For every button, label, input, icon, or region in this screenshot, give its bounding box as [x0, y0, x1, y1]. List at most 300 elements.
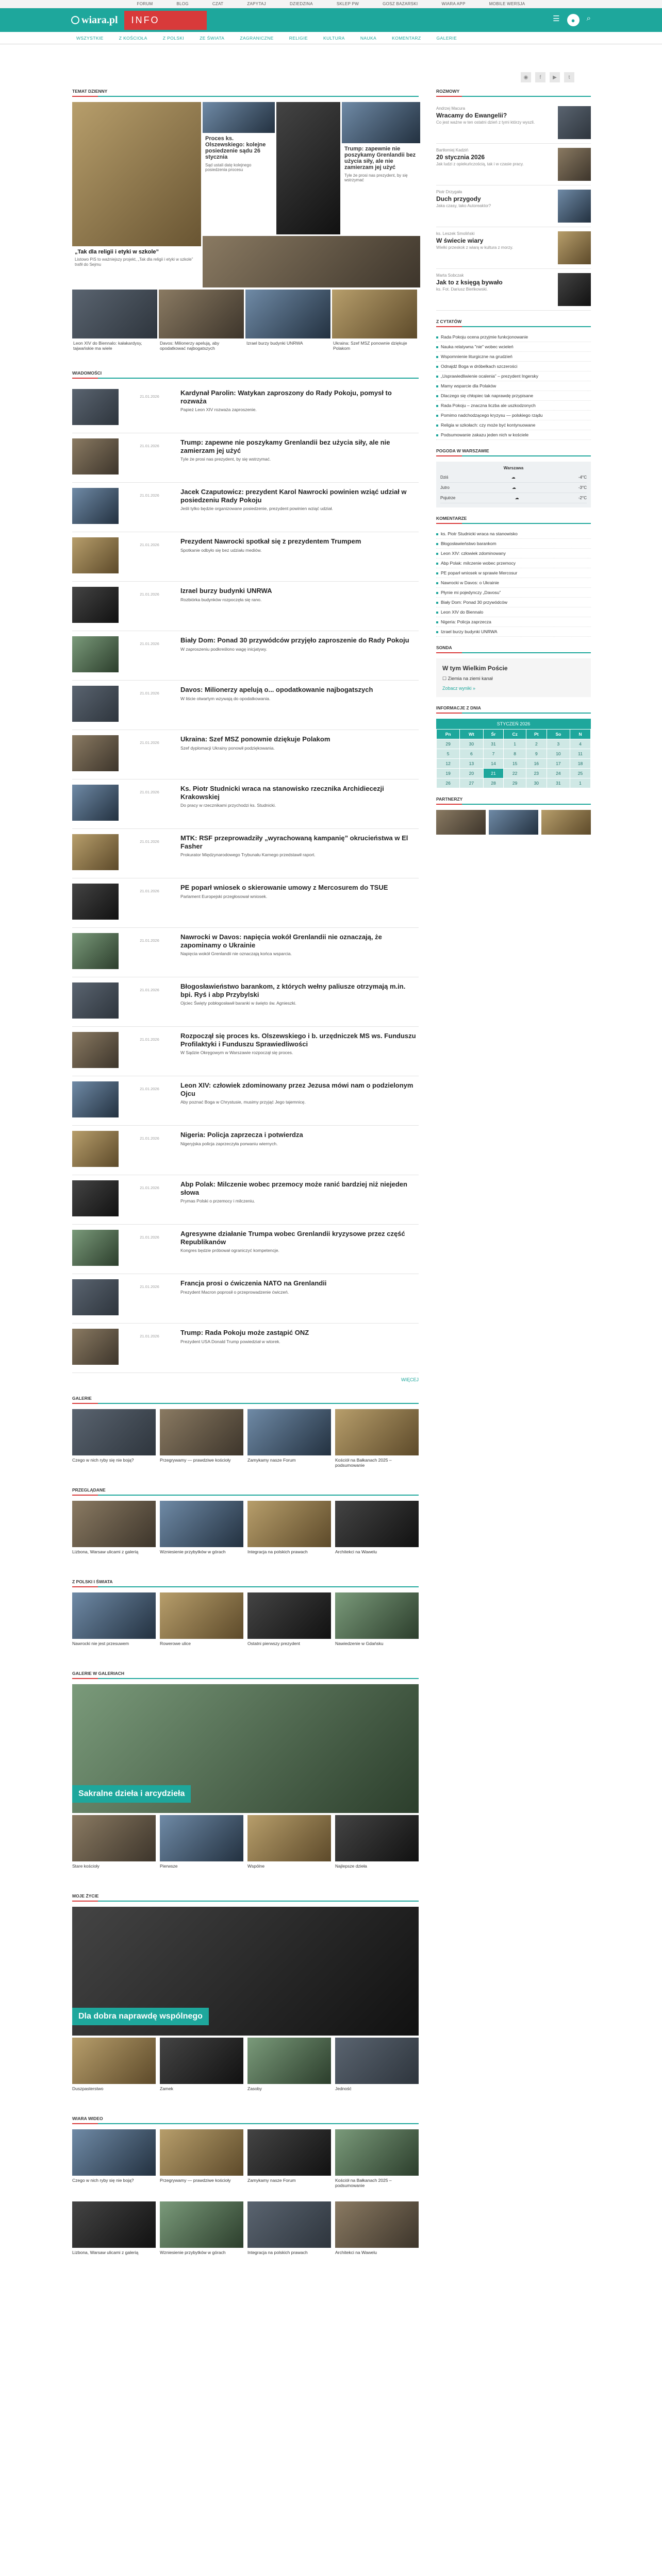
news-date: 21.01.2026 — [140, 493, 159, 498]
comment-item[interactable]: Biały Dom: Ponad 30 przywódców — [436, 598, 591, 607]
gallery-header: PRZEGLĄDANE — [72, 1487, 419, 1496]
comment-item[interactable]: ks. Piotr Studnicki wraca na stanowisko — [436, 529, 591, 539]
news-body — [180, 1329, 309, 1367]
news-body — [180, 1131, 303, 1170]
card[interactable] — [247, 2201, 331, 2270]
card-image — [160, 2129, 243, 2176]
interview-title[interactable]: Duch przygody — [436, 195, 481, 202]
news-text: Nigeryjska policja zaprzeczyła porwaniu wiernych. — [180, 1141, 278, 1146]
featured-small[interactable] — [332, 290, 417, 361]
interview-title[interactable]: W świecie wiary — [436, 237, 484, 244]
news-meta — [124, 686, 175, 724]
comment-item[interactable]: Błogosławieństwo barankom — [436, 539, 591, 549]
calendar-day[interactable]: 2 — [526, 739, 547, 749]
comment-item[interactable]: Leon XIV do Biennalo — [436, 607, 591, 617]
news-meta — [124, 1131, 175, 1170]
card-image — [335, 1815, 419, 1861]
quote-item[interactable]: „Usprawiedliwienie ocalenia” – prezydent Ingersky — [436, 371, 591, 381]
gallery-caption: Wzniesienie przybytków w górach — [160, 1549, 226, 1554]
featured-mid[interactable] — [203, 102, 275, 234]
banner1-title: Sakralne dzieła i arcydzieła — [72, 1785, 191, 1803]
calendar-day[interactable]: 20 — [460, 769, 483, 778]
calendar — [436, 729, 591, 788]
gallery-caption: Integracja na polskich prawach — [247, 1549, 308, 1554]
gallery-card[interactable] — [247, 1409, 331, 1478]
calendar-day[interactable]: 4 — [570, 739, 591, 749]
poll-option[interactable]: ☐ Ziemia na ziemi kanał — [442, 676, 493, 681]
calendar-day[interactable]: 30 — [526, 778, 547, 788]
card-image — [72, 1815, 156, 1861]
card[interactable] — [247, 2038, 331, 2107]
nav-item[interactable]: ZAGRANICZNE — [240, 35, 274, 41]
nav-item[interactable]: ZE ŚWIATA — [200, 35, 225, 41]
gallery-caption: Lizbona, Warsaw ulicami z galerią — [72, 1549, 139, 1554]
news-date: 21.01.2026 — [140, 740, 159, 745]
calendar-day[interactable]: 27 — [460, 778, 483, 788]
news-meta — [124, 488, 175, 527]
news-title[interactable]: Izrael burzy budynki UNRWA — [180, 587, 272, 595]
news-text: Papież Leon XIV rozważa zaproszenie. — [180, 407, 257, 413]
news-meta — [124, 537, 175, 576]
card-caption: Stare kościoły — [72, 1863, 100, 1869]
news-list — [72, 384, 419, 1373]
news-body — [180, 1279, 326, 1318]
card[interactable] — [247, 1815, 331, 1884]
news-date: 21.01.2026 — [140, 938, 159, 943]
calendar-day[interactable]: 3 — [547, 739, 570, 749]
calendar-day[interactable]: 11 — [570, 749, 591, 759]
interview-text — [436, 106, 558, 139]
featured-mid-text: Sąd ustali datę kolejnego posiedzenia procesu — [205, 163, 252, 172]
gallery-image — [247, 1409, 331, 1455]
gallery-card[interactable] — [335, 1409, 419, 1478]
nav-item[interactable]: GALERIE — [436, 35, 457, 41]
news-meta — [124, 785, 175, 823]
news-title[interactable]: Ukraina: Szef MSZ ponownie dziękuje Polakom — [180, 735, 330, 743]
calendar-day[interactable]: 19 — [437, 769, 460, 778]
calendar-day[interactable]: 7 — [483, 749, 504, 759]
interview-author: ks. Leszek Smoliński — [436, 231, 475, 236]
card[interactable] — [160, 1815, 243, 1884]
thumbnail — [245, 290, 330, 338]
card[interactable] — [335, 2038, 419, 2107]
top-link[interactable]: MOBILE WERSJA — [489, 2, 525, 6]
calendar-day[interactable]: 17 — [547, 759, 570, 769]
news-thumbnail — [72, 537, 119, 573]
interview-text — [436, 273, 558, 306]
search-icon[interactable]: ⌕ — [586, 14, 591, 23]
news-date: 21.01.2026 — [140, 1136, 159, 1141]
weather-temp: -3°C — [578, 485, 587, 490]
calendar-day[interactable]: 1 — [504, 739, 526, 749]
card-caption: Wspólne — [247, 1863, 265, 1869]
calendar-day[interactable]: 9 — [526, 749, 547, 759]
nav-item[interactable]: Z KOŚCIOŁA — [119, 35, 147, 41]
card[interactable] — [335, 2129, 419, 2198]
rozmowy-header: ROZMOWY — [436, 89, 591, 97]
gallery-caption: Nawrocki nie jest przesuwem — [72, 1641, 129, 1646]
top-links-bar — [0, 0, 662, 8]
news-item[interactable] — [72, 779, 419, 829]
news-thumbnail — [72, 636, 119, 672]
interview-text — [436, 148, 558, 181]
gallery-card[interactable] — [160, 1409, 243, 1478]
interview-item[interactable] — [436, 144, 591, 185]
quote-item[interactable]: Rada Pokoju ocena przyjmie funkcjonowanie — [436, 332, 591, 342]
featured-small[interactable] — [245, 290, 330, 361]
news-title[interactable]: Francja prosi o ćwiczenia NATO na Grenlandii — [180, 1279, 327, 1287]
news-title[interactable]: Davos: Milionerzy apelują o... opodatkowanie najbogatszych — [180, 686, 373, 693]
quote-item[interactable]: Mamy wsparcie dla Polaków — [436, 381, 591, 391]
nav-item[interactable]: WSZYSTKIE — [76, 35, 104, 41]
card-caption: Duszpasterstwo — [72, 2086, 104, 2091]
main-nav — [0, 32, 662, 44]
news-title[interactable]: Jacek Czaputowicz: prezydent Karol Nawrocki powinien wziąć udział w posiedzeniu Rady Pokoju — [180, 488, 407, 504]
logo-icon — [71, 16, 79, 24]
comment-item[interactable]: Nigeria: Policja zaprzecza — [436, 617, 591, 627]
quote-item[interactable]: Dlaczego się chłopiec tak naprawdę przypisane — [436, 391, 591, 401]
featured-right-text: Tyle że prosi nas prezydent, by się wstrzymać — [344, 173, 408, 182]
news-meta — [124, 1081, 175, 1120]
gallery-card[interactable] — [160, 1592, 243, 1662]
featured-main[interactable] — [72, 102, 201, 287]
top-link[interactable]: CZAT — [212, 2, 224, 6]
news-item[interactable] — [72, 1225, 419, 1274]
gallery-card[interactable] — [247, 1501, 331, 1570]
calendar-day[interactable]: 30 — [460, 739, 483, 749]
news-title[interactable]: Biały Dom: Ponad 30 przywódców przyjęło zaproszenie do Rady Pokoju — [180, 636, 409, 644]
gallery-card[interactable] — [160, 1501, 243, 1570]
nav-item[interactable]: NAUKA — [360, 35, 377, 41]
nav-item[interactable]: KOMENTARZ — [392, 35, 421, 41]
news-thumbnail — [72, 785, 119, 821]
news-date: 21.01.2026 — [140, 1334, 159, 1338]
quote-item[interactable]: Religia w szkołach: czy może być kontynuowane — [436, 420, 591, 430]
news-item[interactable] — [72, 1324, 419, 1373]
news-title[interactable]: Błogosławieństwo barankom, z których wełny paliusze otrzymają m.in. bpi. Ryś i abp Przybylski — [180, 982, 406, 998]
more-link[interactable]: WIĘCEJ — [401, 1377, 419, 1382]
quote-item[interactable]: Rada Pokoju – znaczna liczba ale uszkodzonych — [436, 401, 591, 411]
partners — [436, 810, 591, 835]
card[interactable] — [247, 2129, 331, 2198]
card[interactable] — [335, 2201, 419, 2270]
interview-title[interactable]: Jak to z księgą bywało — [436, 279, 503, 286]
news-title[interactable]: Leon XIV: człowiek zdominowany przez Jezusa mówi nam o podzielonym Ojcu — [180, 1081, 413, 1097]
news-title[interactable]: Prezydent Nawrocki spotkał się z prezydentem Trumpem — [180, 537, 361, 545]
calendar-day[interactable]: 31 — [547, 778, 570, 788]
comment-item[interactable]: Nawrocki w Davos: o Ukrainie — [436, 578, 591, 588]
gallery-card[interactable] — [247, 1592, 331, 1662]
card[interactable] — [160, 2129, 243, 2198]
calendar-day[interactable]: 12 — [437, 759, 460, 769]
news-text: Prezydent USA Donald Trump powiedział w wtorek. — [180, 1338, 280, 1344]
news-date: 21.01.2026 — [140, 444, 159, 448]
news-item[interactable] — [72, 681, 419, 730]
quote-item[interactable]: Wspomnienie liturgiczne na grudzień — [436, 352, 591, 362]
featured-small-row — [72, 290, 419, 361]
interview-item[interactable] — [436, 227, 591, 269]
gallery-image — [72, 1409, 156, 1455]
news-item[interactable] — [72, 582, 419, 631]
user-icon[interactable]: ● — [567, 14, 580, 26]
calendar-day[interactable]: 24 — [547, 769, 570, 778]
gallery-image — [335, 1592, 419, 1639]
youtube-icon[interactable]: ▶ — [550, 72, 560, 82]
interview-author: Bartłomiej Kadziń — [436, 148, 469, 152]
card[interactable] — [72, 2129, 156, 2198]
news-text: Prezydent Macron poprosił o przeprowadzenie ćwiczeń. — [180, 1289, 289, 1295]
featured-main-text: Listowo PiS to ważniejszy projekt, „Tak dla religii i etyki w szkole” trafił do Sejmu — [75, 257, 193, 267]
interview-lead: ks. Fot. Dariusz Bieńkowski. — [436, 287, 488, 292]
news-item[interactable] — [72, 631, 419, 681]
news-title[interactable]: MTK: RSF przeprowadziły „wyrachowaną kampanię” okrucieństwa w El Fasher — [180, 834, 408, 850]
card-caption: Jedność — [335, 2086, 352, 2091]
weather-row — [440, 472, 587, 483]
card-image — [160, 2201, 243, 2248]
quote-item[interactable]: Pomimo nadchodzącego kryzysu — polskiego rządu — [436, 411, 591, 420]
calendar-day[interactable]: 31 — [483, 739, 504, 749]
news-item[interactable] — [72, 977, 419, 1027]
news-thumbnail — [72, 686, 119, 722]
top-link[interactable]: GOSZ BAZARSKI — [383, 2, 418, 6]
featured-small[interactable] — [159, 290, 244, 361]
news-title[interactable]: PE poparł wniosek o skierowanie umowy z Mercosurem do TSUE — [180, 884, 388, 891]
news-body — [180, 686, 373, 724]
gallery-card[interactable] — [72, 1409, 156, 1478]
top-link[interactable]: ZAPYTAJ — [247, 2, 266, 6]
featured-right[interactable] — [342, 102, 420, 234]
featured-photo[interactable] — [276, 102, 340, 234]
facebook-icon[interactable]: f — [535, 72, 545, 82]
calendar-day[interactable]: 14 — [483, 759, 504, 769]
news-title[interactable]: Rozpoczął się proces ks. Olszewskiego i b. urzędniczek MS ws. Funduszu Profilaktyki i Funduszu Sprawiedliwości — [180, 1032, 416, 1048]
card-image — [247, 2201, 331, 2248]
card[interactable] — [72, 2201, 156, 2270]
interview-title[interactable]: 20 stycznia 2026 — [436, 154, 485, 161]
news-body — [180, 1032, 419, 1071]
news-item[interactable] — [72, 928, 419, 977]
calendar-day[interactable]: 1 — [570, 778, 591, 788]
card[interactable] — [72, 2038, 156, 2107]
news-thumbnail — [72, 587, 119, 623]
interview-item[interactable] — [436, 269, 591, 311]
twitter-icon[interactable]: t — [564, 72, 574, 82]
partner-logo[interactable] — [489, 810, 538, 835]
news-body — [180, 933, 419, 972]
card-caption: Architekci na Wawelu — [335, 2250, 377, 2255]
calendar-month: STYCZEŃ 2026 — [436, 719, 591, 729]
news-date: 21.01.2026 — [140, 1284, 159, 1289]
comments-header: KOMENTARZE — [436, 516, 591, 524]
news-item[interactable] — [72, 1175, 419, 1225]
news-item[interactable] — [72, 730, 419, 779]
card[interactable] — [335, 1815, 419, 1884]
gallery-header: Z POLSKI I ŚWIATA — [72, 1579, 419, 1587]
news-date: 21.01.2026 — [140, 839, 159, 844]
calendar-day[interactable]: 8 — [504, 749, 526, 759]
thumbnail — [72, 290, 157, 338]
news-meta — [124, 884, 175, 922]
header — [0, 8, 662, 32]
card-image — [335, 2038, 419, 2084]
calendar-dayname: Pn — [437, 730, 460, 739]
featured-small[interactable] — [72, 290, 157, 361]
calendar-day[interactable]: 10 — [547, 749, 570, 759]
comment-item[interactable]: Izrael burzy budynki UNRWA — [436, 627, 591, 637]
quote-item[interactable]: Nauka relatywna "nie" wobec wcieleń — [436, 342, 591, 352]
poll-question: W tym Wielkim Poście — [442, 665, 508, 672]
news-text: Parlament Europejski przegłosował wniosek. — [180, 893, 268, 899]
calendar-day[interactable]: 13 — [460, 759, 483, 769]
featured-grid — [72, 102, 419, 287]
news-item[interactable] — [72, 1126, 419, 1175]
news-item[interactable] — [72, 433, 419, 483]
top-link[interactable]: BLOG — [176, 2, 189, 6]
news-text: Prokurator Międzynarodowego Trybunału Karnego przedstawił raport. — [180, 852, 316, 858]
news-section — [72, 370, 419, 1386]
news-thumbnail — [72, 735, 119, 771]
menu-icon[interactable]: ☰ — [553, 14, 560, 23]
news-item[interactable] — [72, 1076, 419, 1126]
news-title[interactable]: Nawrocki w Davos: napięcia wokół Grenlandii nie oznaczają, że zapominamy o Ukrainie — [180, 933, 382, 949]
news-meta — [124, 587, 175, 625]
weather-day: Jutro — [440, 485, 450, 490]
gallery-card[interactable] — [335, 1501, 419, 1570]
card-image — [160, 1815, 243, 1861]
section-label: INFO — [124, 11, 207, 30]
news-item[interactable] — [72, 878, 419, 928]
nav-item[interactable]: RELIGIE — [289, 35, 308, 41]
news-meta — [124, 1230, 175, 1268]
interview-item[interactable] — [436, 185, 591, 227]
news-title[interactable]: Nigeria: Policja zaprzecza i potwierdza — [180, 1131, 303, 1139]
poll-results-button[interactable]: Zobacz wyniki » — [442, 686, 476, 691]
news-title[interactable]: Abp Polak: Milczenie wobec przemocy może ranić bardziej niż niejeden słowa — [180, 1180, 407, 1196]
news-item[interactable] — [72, 483, 419, 532]
calendar-dayname: N — [570, 730, 591, 739]
calendar-day[interactable]: 29 — [437, 739, 460, 749]
calendar-day[interactable]: 16 — [526, 759, 547, 769]
partner-logo[interactable] — [436, 810, 486, 835]
calendar-day[interactable]: 22 — [504, 769, 526, 778]
news-item[interactable] — [72, 384, 419, 433]
gallery-caption: Nawiedzenie w Gdańsku — [335, 1641, 384, 1646]
calendar-day[interactable]: 29 — [504, 778, 526, 788]
card-caption: Integracja na polskich prawach — [247, 2250, 308, 2255]
banner1[interactable] — [72, 1684, 419, 1813]
news-thumbnail — [72, 1279, 119, 1315]
news-date: 21.01.2026 — [140, 1037, 159, 1042]
gallery-image — [335, 1501, 419, 1547]
news-text: Jeśli tylko będzie organizowane posiedzenie, prezydent powinien wziąć udział. — [180, 506, 333, 512]
news-title[interactable]: Agresywne działanie Trumpa wobec Grenlandii kryzysowe przez część Republikanów — [180, 1230, 405, 1246]
news-text: Ojciec Święty pobłogosławił baranki w święto św. Agnieszki. — [180, 1001, 296, 1006]
interview-item[interactable] — [436, 102, 591, 144]
nav-item[interactable]: Z POLSKI — [162, 35, 185, 41]
news-title[interactable]: Ks. Piotr Studnicki wraca na stanowisko rzecznika Archidiecezji Krakowskiej — [180, 785, 384, 801]
news-meta — [124, 933, 175, 972]
news-item[interactable] — [72, 1274, 419, 1324]
news-title[interactable]: Trump: Rada Pokoju może zastąpić ONZ — [180, 1329, 309, 1336]
rss-icon[interactable]: ◉ — [521, 72, 531, 82]
interview-title[interactable]: Wracamy do Ewangelii? — [436, 112, 507, 119]
comment-item[interactable]: PE poparł wniosek w sprawie Mercosur — [436, 568, 591, 578]
gallery-caption: Czego w nich ryby się nie boją? — [72, 1458, 134, 1463]
news-body — [180, 389, 419, 428]
news-thumbnail — [72, 933, 119, 969]
banner2[interactable] — [72, 1907, 419, 2036]
calendar-day[interactable]: 26 — [437, 778, 460, 788]
gallery-image — [72, 1592, 156, 1639]
news-text: W liście otwartym wzywają do opodatkowania. — [180, 696, 271, 701]
weather-city: Warszawa — [503, 466, 524, 470]
news-text: W Sądzie Okręgowym w Warszawie rozpoczął się proces. — [180, 1050, 293, 1056]
calendar-day[interactable]: 5 — [437, 749, 460, 759]
site-logo[interactable] — [71, 14, 118, 26]
calendar-day[interactable]: 21 — [483, 769, 504, 778]
news-meta — [124, 636, 175, 675]
news-text: Spotkanie odbyło się bez udziału mediów. — [180, 547, 262, 553]
poll — [436, 658, 591, 697]
card[interactable] — [160, 2038, 243, 2107]
news-body — [180, 488, 419, 527]
calendar-day[interactable]: 15 — [504, 759, 526, 769]
news-item[interactable] — [72, 1027, 419, 1076]
gallery-caption: Rowerowe ulice — [160, 1641, 191, 1646]
card-caption: Zamek — [160, 2086, 173, 2091]
featured-mid-title: Proces ks. Olszewskiego: kolejne posiedzenie sądu 26 stycznia — [205, 135, 266, 160]
news-thumbnail — [72, 438, 119, 474]
top-link[interactable]: DZIEDZINA — [289, 2, 313, 6]
quote-item[interactable]: Odnajdź Boga w dróbelkach szczerości — [436, 362, 591, 371]
calendar-dayname: Pt — [526, 730, 547, 739]
news-title[interactable]: Trump: zapewne nie poszykamy Grenlandii bez użycia siły, ale nie zamierzam jej użyć — [180, 438, 390, 454]
news-meta — [124, 1279, 175, 1318]
gallery-image — [160, 1592, 243, 1639]
news-text: Napięcia wokół Grenlandii nie oznaczają końca wsparcia. — [180, 951, 292, 957]
avatar — [558, 273, 591, 306]
card[interactable] — [160, 2201, 243, 2270]
comment-item[interactable]: Abp Polak: milczenie wobec przemocy — [436, 558, 591, 568]
gallery-card[interactable] — [72, 1592, 156, 1662]
top-link[interactable]: WIARA APP — [441, 2, 466, 6]
comment-item[interactable]: Płynie mi pojedynczy „Davosu” — [436, 588, 591, 598]
partner-logo[interactable] — [541, 810, 591, 835]
news-item[interactable] — [72, 532, 419, 582]
top-link[interactable]: FORUM — [137, 2, 153, 6]
news-thumbnail — [72, 1032, 119, 1068]
top-link[interactable]: SKLEP PW — [336, 2, 359, 6]
calendar-day[interactable]: 28 — [483, 778, 504, 788]
news-thumbnail — [72, 982, 119, 1019]
news-item[interactable] — [72, 829, 419, 878]
quote-item[interactable]: Podsumowanie zakazu jeden nich w kościele — [436, 430, 591, 440]
nav-item[interactable]: KULTURA — [323, 35, 345, 41]
gallery-card[interactable] — [335, 1592, 419, 1662]
calendar-day[interactable]: 25 — [570, 769, 591, 778]
calendar-day[interactable]: 23 — [526, 769, 547, 778]
news-meta — [124, 1329, 175, 1367]
calendar-header: INFORMACJE Z DNIA — [436, 705, 591, 714]
card[interactable] — [72, 1815, 156, 1884]
news-body — [180, 636, 409, 675]
calendar-day[interactable]: 18 — [570, 759, 591, 769]
gallery-card[interactable] — [72, 1501, 156, 1570]
news-date: 21.01.2026 — [140, 790, 159, 794]
calendar-day[interactable]: 6 — [460, 749, 483, 759]
comment-item[interactable]: Leon XIV: człowiek zdominowany — [436, 549, 591, 558]
news-title[interactable]: Kardynał Parolin: Watykan zaproszony do Rady Pokoju, pomysł to rozważa — [180, 389, 392, 405]
